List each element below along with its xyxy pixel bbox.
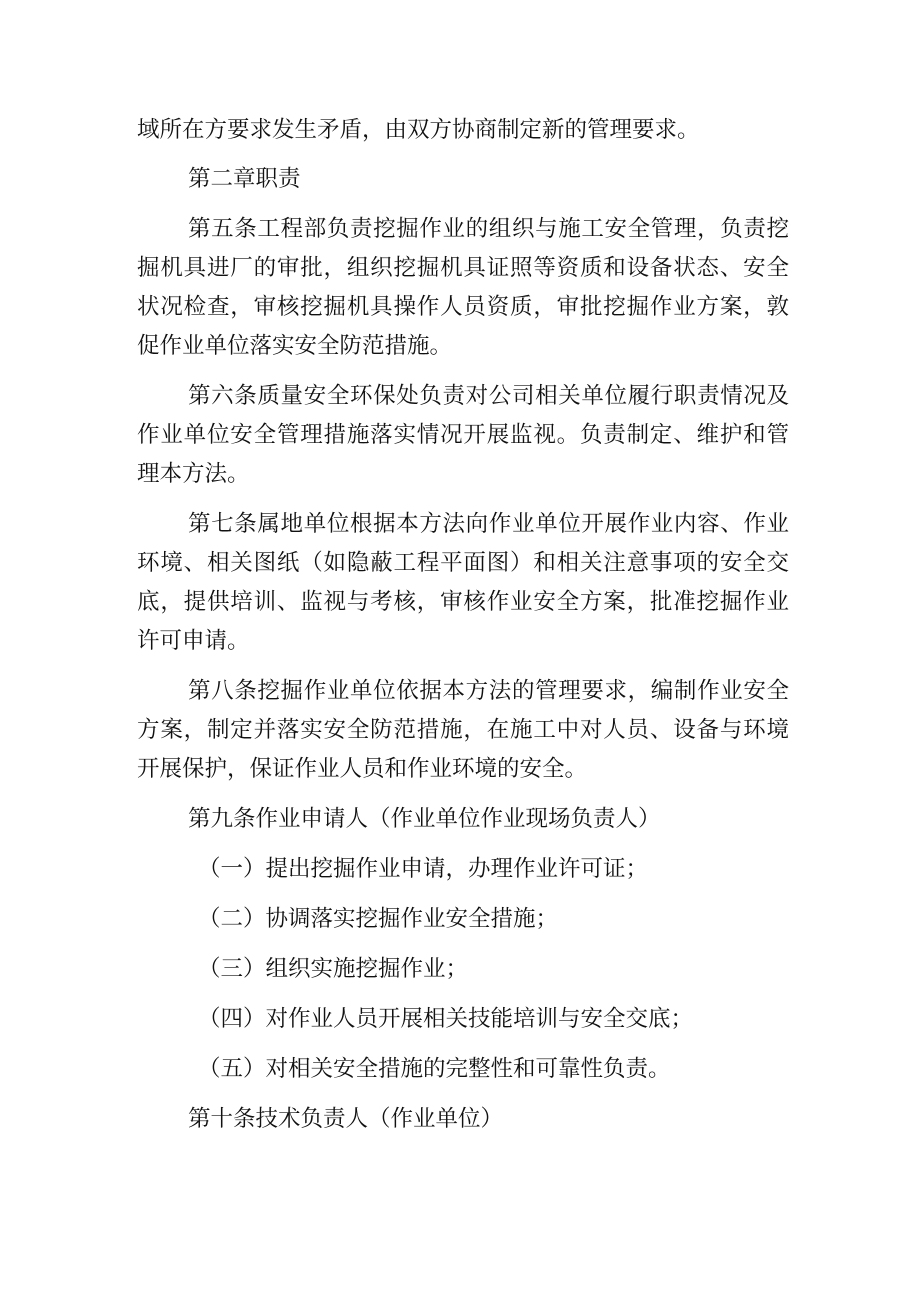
article7-line: 第七条属地单位根据本方法向作业单位开展作业内容、作业 xyxy=(188,511,789,537)
article7-line: 许可申请。 xyxy=(137,628,250,654)
article9-item: （四）对作业人员开展相关技能培训与安全交底； xyxy=(198,1006,694,1032)
article10-heading: 第十条技术负责人（作业单位） xyxy=(188,1106,504,1132)
article6-line: 第六条质量安全环保处负责对公司相关单位履行职责情况及 xyxy=(188,383,789,409)
article9-item: （五）对相关安全措施的完整性和可靠性负责。 xyxy=(198,1056,671,1082)
article8-line: 第八条挖掘作业单位依据本方法的管理要求，编制作业安全 xyxy=(188,678,789,704)
article5-line: 第五条工程部负责挖掘作业的组织与施工安全管理，负责挖 xyxy=(188,216,789,242)
article9-item: （三）组织实施挖掘作业； xyxy=(198,956,469,982)
paragraph-continuation-line: 域所在方要求发生矛盾，由双方协商制定新的管理要求。 xyxy=(137,117,700,143)
article7-line: 环境、相关图纸（如隐蔽工程平面图）和相关注意事项的安全交 xyxy=(137,550,789,576)
article9-heading: 第九条作业申请人（作业单位作业现场负责人） xyxy=(188,806,661,832)
article6-line: 理本方法。 xyxy=(137,461,250,487)
article8-line: 开展保护，保证作业人员和作业环境的安全。 xyxy=(137,756,588,782)
article9-item: （一）提出挖掘作业申请，办理作业许可证； xyxy=(198,856,649,882)
article5-line: 掘机具进厂的审批，组织挖掘机具证照等资质和设备状态、安全 xyxy=(137,255,789,281)
article6-line: 作业单位安全管理措施落实情况开展监视。负责制定、维护和管 xyxy=(137,422,789,448)
article5-line: 促作业单位落实安全防范措施。 xyxy=(137,333,453,359)
article5-line: 状况检查，审核挖掘机具操作人员资质，审批挖掘作业方案，敦 xyxy=(137,294,789,320)
article8-line: 方案，制定并落实安全防范措施，在施工中对人员、设备与环境 xyxy=(137,717,789,743)
chapter-heading: 第二章职责 xyxy=(188,166,301,192)
article7-line: 底，提供培训、监视与考核，审核作业安全方案，批准挖掘作业 xyxy=(137,589,789,615)
article9-item: （二）协调落实挖掘作业安全措施； xyxy=(198,906,559,932)
